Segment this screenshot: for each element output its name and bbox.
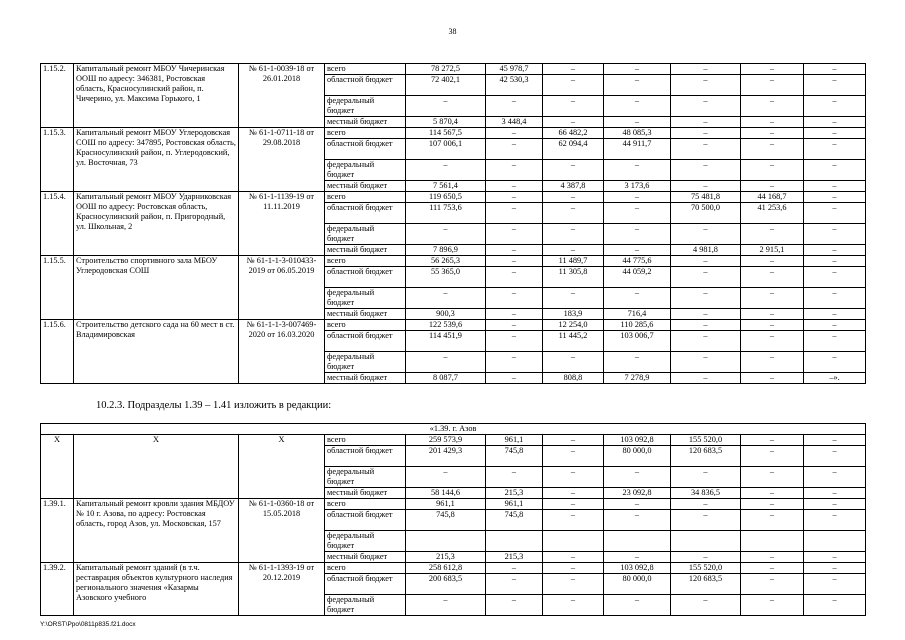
amount-cell: 120 683,5 [671,574,741,595]
amount-cell: – [804,552,866,563]
item-document: № 61-1-1139-19 от 11.11.2019 [239,192,325,256]
amount-cell: – [486,128,543,139]
item-number: 1.39.2. [41,563,74,616]
amount-cell: – [741,563,804,574]
amount-cell: – [604,552,671,563]
amount-cell: 155 520,0 [671,435,741,446]
amount-cell: – [486,373,543,384]
amount-cell: 42 530,3 [486,75,543,96]
amount-cell: – [671,256,741,267]
amount-cell: 34 836,5 [671,488,741,499]
amount-cell: – [486,224,543,245]
amount-cell: – [804,352,866,373]
amount-cell: – [804,563,866,574]
table-row [41,128,866,139]
funding-source: областной бюджет [325,510,406,531]
amount-cell: – [486,96,543,117]
amount-cell: 103 006,7 [604,331,671,352]
amount-cell: 745,8 [486,446,543,467]
amount-cell: – [741,139,804,160]
amount-cell: – [804,267,866,288]
table-row [41,320,866,331]
item-name: Капитальный ремонт МБОУ Углеродовская СОШ по адресу: 347895, Ростовская область, Красносулинский район, п. Углеродовский, ул. Восточная, 73 [74,128,239,192]
amount-cell: 122 539,6 [406,320,486,331]
amount-cell: – [741,128,804,139]
amount-cell: – [741,117,804,128]
amount-cell: – [604,224,671,245]
amount-cell: – [543,446,604,467]
funding-source: областной бюджет [325,75,406,96]
item-name: Х [74,435,239,499]
amount-cell: 44 911,7 [604,139,671,160]
amount-cell: – [741,64,804,75]
funding-source: федеральный бюджет [325,531,406,552]
amount-cell: 2 915,1 [741,245,804,256]
amount-cell: 215,3 [486,552,543,563]
amount-cell: – [741,224,804,245]
amount-cell: – [741,499,804,510]
amount-cell: – [406,288,486,309]
amount-cell: – [486,331,543,352]
item-number: Х [41,435,74,499]
amount-cell: – [741,96,804,117]
item-document: № 61-1-0360-18 от 15.05.2018 [239,499,325,563]
amount-cell: 114 451,9 [406,331,486,352]
amount-cell: 80 000,0 [604,574,671,595]
funding-source: всего [325,256,406,267]
file-path-footer: Y:\ORST\Ppo\0811p835.f21.docx [40,621,136,628]
amount-cell: – [671,181,741,192]
amount-cell: – [543,288,604,309]
funding-source: местный бюджет [325,488,406,499]
amount-cell: 3 173,6 [604,181,671,192]
amount-cell: 4 387,8 [543,181,604,192]
amount-cell: 155 520,0 [671,563,741,574]
amount-cell: – [543,574,604,595]
amount-cell: 119 650,5 [406,192,486,203]
amount-cell: – [671,320,741,331]
amount-cell: – [604,245,671,256]
amount-cell: – [543,64,604,75]
amount-cell: 8 087,7 [406,373,486,384]
funding-source: федеральный бюджет [325,96,406,117]
amount-cell: – [671,64,741,75]
amount-cell: – [804,75,866,96]
amount-cell: – [741,267,804,288]
amount-cell [741,531,804,552]
funding-source: всего [325,128,406,139]
amount-cell: – [671,352,741,373]
amount-cell: – [486,595,543,616]
amount-cell: – [741,435,804,446]
item-name: Строительство детского сада на 60 мест в ст. Владимировская [74,320,239,384]
amount-cell: – [486,574,543,595]
amount-cell: – [543,352,604,373]
amount-cell: 7 561,4 [406,181,486,192]
amount-cell: – [671,373,741,384]
funding-source: федеральный бюджет [325,160,406,181]
amount-cell: – [671,139,741,160]
amount-cell: – [741,574,804,595]
amount-cell: – [741,288,804,309]
amount-cell: – [804,117,866,128]
amount-cell: – [486,256,543,267]
amount-cell: – [604,510,671,531]
amount-cell: – [486,288,543,309]
amount-cell: 80 000,0 [604,446,671,467]
amount-cell: 215,3 [486,488,543,499]
budget-table-section-1-15 [40,63,866,384]
group-title: «1.39. г. Азов [41,424,866,435]
amount-cell: – [741,446,804,467]
funding-source: федеральный бюджет [325,224,406,245]
amount-cell: – [543,510,604,531]
amount-cell: – [604,96,671,117]
funding-source: всего [325,563,406,574]
amount-cell: – [741,595,804,616]
amount-cell: 103 092,8 [604,435,671,446]
amount-cell: 72 402,1 [406,75,486,96]
funding-source: местный бюджет [325,552,406,563]
funding-source: всего [325,320,406,331]
amount-cell: 58 144,6 [406,488,486,499]
funding-source: всего [325,435,406,446]
amount-cell: – [486,267,543,288]
item-name: Строительство спортивного зала МБОУ Углеродовская СОШ [74,256,239,320]
amount-cell: – [406,467,486,488]
amount-cell: – [671,499,741,510]
funding-source: областной бюджет [325,446,406,467]
item-number: 1.15.3. [41,128,74,192]
amount-cell: – [804,96,866,117]
amount-cell: – [543,203,604,224]
amount-cell: – [604,64,671,75]
amount-cell: – [741,331,804,352]
amount-cell: – [804,128,866,139]
amount-cell: – [671,224,741,245]
amount-cell: – [671,552,741,563]
funding-source: местный бюджет [325,373,406,384]
amount-cell: 215,3 [406,552,486,563]
funding-source: федеральный бюджет [325,467,406,488]
amount-cell: – [486,181,543,192]
funding-source: областной бюджет [325,203,406,224]
amount-cell: – [486,160,543,181]
amount-cell: – [741,488,804,499]
amount-cell: – [741,256,804,267]
amount-cell: – [543,96,604,117]
amount-cell: 183,9 [543,309,604,320]
amount-cell [486,531,543,552]
item-document: № 61-1-0711-18 от 29.08.2018 [239,128,325,192]
amount-cell: – [804,181,866,192]
amount-cell: – [671,96,741,117]
amount-cell: – [604,288,671,309]
table-row [41,499,866,510]
table-row [41,192,866,203]
amount-cell: 5 870,4 [406,117,486,128]
amount-cell: 23 092,8 [604,488,671,499]
amount-cell: 716,4 [604,309,671,320]
amount-cell: – [804,488,866,499]
amount-cell: 62 094,4 [543,139,604,160]
amount-cell: – [671,309,741,320]
amount-cell: – [804,256,866,267]
amount-cell: – [543,467,604,488]
amount-cell: 66 482,2 [543,128,604,139]
amount-cell: – [486,563,543,574]
amount-cell: 259 573,9 [406,435,486,446]
amount-cell: 900,3 [406,309,486,320]
amount-cell: – [804,467,866,488]
amount-cell: – [741,320,804,331]
amount-cell: – [741,552,804,563]
amount-cell: – [671,331,741,352]
amount-cell: – [604,499,671,510]
amount-cell: 45 978,7 [486,64,543,75]
amount-cell [406,531,486,552]
amount-cell: 48 085,3 [604,128,671,139]
amount-cell: 11 445,2 [543,331,604,352]
amount-cell: – [486,309,543,320]
amount-cell: – [406,352,486,373]
funding-source: областной бюджет [325,139,406,160]
amount-cell: 78 272,5 [406,64,486,75]
amount-cell: – [804,309,866,320]
amount-cell: – [804,574,866,595]
item-document: № 61-1-1393-19 от 20.12.2019 [239,563,325,616]
funding-source: местный бюджет [325,181,406,192]
amount-cell: – [804,320,866,331]
item-number: 1.15.4. [41,192,74,256]
funding-source: местный бюджет [325,309,406,320]
amount-cell: – [604,160,671,181]
funding-source: всего [325,499,406,510]
amount-cell: – [543,563,604,574]
amount-cell: 11 305,8 [543,267,604,288]
amount-cell: – [543,160,604,181]
amount-cell: 961,1 [486,435,543,446]
amount-cell [543,531,604,552]
item-number: 1.15.5. [41,256,74,320]
amount-cell: – [804,288,866,309]
budget-table-section-1-39 [40,423,866,616]
funding-source: федеральный бюджет [325,288,406,309]
amount-cell: 808,8 [543,373,604,384]
amount-cell: – [741,373,804,384]
amount-cell: – [741,160,804,181]
amount-cell: – [486,139,543,160]
amount-cell: – [486,245,543,256]
amount-cell: 111 753,6 [406,203,486,224]
amount-cell: 44 059,2 [604,267,671,288]
amount-cell: 120 683,5 [671,446,741,467]
amount-cell: – [804,224,866,245]
amount-cell: 110 285,6 [604,320,671,331]
amount-cell: – [406,224,486,245]
amount-cell: 745,8 [486,510,543,531]
amount-cell: – [741,467,804,488]
funding-source: федеральный бюджет [325,595,406,616]
amount-cell: – [741,510,804,531]
amount-cell: – [543,117,604,128]
amount-cell: – [804,499,866,510]
amount-cell: 7 278,9 [604,373,671,384]
amount-cell: 961,1 [406,499,486,510]
amount-cell: – [671,160,741,181]
item-number: 1.39.1. [41,499,74,563]
amount-cell: – [741,309,804,320]
amount-cell: 55 365,0 [406,267,486,288]
amount-cell: – [741,75,804,96]
amount-cell: 258 612,8 [406,563,486,574]
amount-cell: 7 896,9 [406,245,486,256]
amount-cell: 201 429,3 [406,446,486,467]
item-name: Капитальный ремонт МБОУ Чичеринская ООШ по адресу: 346381, Ростовская область, Красносулинский район, п. Чичерино, ул. Максима Горького, 1 [74,64,239,128]
amount-cell: – [804,64,866,75]
amount-cell: 200 683,5 [406,574,486,595]
amount-cell: – [486,192,543,203]
amount-cell: – [671,595,741,616]
amount-cell: – [804,435,866,446]
item-document: Х [239,435,325,499]
amount-cell: – [543,75,604,96]
amount-cell: – [741,352,804,373]
amount-cell: – [406,160,486,181]
amount-cell: – [543,435,604,446]
amount-cell: – [543,595,604,616]
amount-cell: – [671,128,741,139]
amount-cell: – [804,192,866,203]
amount-cell: – [543,224,604,245]
amount-cell: 4 981,8 [671,245,741,256]
funding-source: областной бюджет [325,267,406,288]
amount-cell: 11 489,7 [543,256,604,267]
amount-cell: – [671,510,741,531]
funding-source: местный бюджет [325,117,406,128]
amount-cell: – [486,320,543,331]
amount-cell: – [604,117,671,128]
table-row [41,256,866,267]
amount-cell: – [671,467,741,488]
amount-cell: – [604,352,671,373]
amount-cell: 107 006,1 [406,139,486,160]
funding-source: всего [325,192,406,203]
amount-cell: – [671,288,741,309]
amount-cell [604,531,671,552]
table-row [41,435,866,446]
amount-cell: – [804,510,866,531]
amount-cell: 745,8 [406,510,486,531]
amount-cell: – [486,467,543,488]
item-name: Капитальный ремонт кровли здания МБДОУ № 10 г. Азова, по адресу: Ростовская область, город Азов, ул. Московская, 157 [74,499,239,563]
amount-cell: 103 092,8 [604,563,671,574]
amount-cell [671,531,741,552]
amount-cell: – [543,499,604,510]
amount-cell: 44 168,7 [741,192,804,203]
amount-cell: – [543,245,604,256]
amount-cell: – [804,446,866,467]
amount-cell: – [486,352,543,373]
item-number: 1.15.6. [41,320,74,384]
amount-cell: – [406,96,486,117]
amount-cell: – [543,552,604,563]
amount-cell: 3 448,4 [486,117,543,128]
funding-source: областной бюджет [325,574,406,595]
funding-source: всего [325,64,406,75]
amount-cell: – [804,160,866,181]
amount-cell: – [804,139,866,160]
amount-cell: – [741,181,804,192]
amount-cell: 41 253,6 [741,203,804,224]
amount-cell: 75 481,8 [671,192,741,203]
amount-cell: – [804,245,866,256]
table-row [41,563,866,574]
item-name: Капитальный ремонт МБОУ Ударниковская ООШ по адресу: Ростовская область, Красносулинский район, п. Пригородный, ул. Школьная, 2 [74,192,239,256]
amount-cell: – [671,267,741,288]
amount-cell: –». [804,373,866,384]
amount-cell: 12 254,0 [543,320,604,331]
item-document: № 61-1-1-3-010433-2019 от 06.05.2019 [239,256,325,320]
amount-cell: – [406,595,486,616]
amount-cell: – [804,203,866,224]
table-row [41,64,866,75]
item-name: Капитальный ремонт зданий (в т.ч. реставрация объектов культурного наследия регионального значения «Казармы Азовского учебного [74,563,239,616]
amount-cell: – [804,595,866,616]
amount-cell: – [671,117,741,128]
amount-cell: – [543,192,604,203]
item-document: № 61-1-1-3-007469-2020 от 16.03.2020 [239,320,325,384]
amount-cell: 114 567,5 [406,128,486,139]
amount-cell: – [604,203,671,224]
amount-cell: – [671,75,741,96]
amount-cell: – [543,488,604,499]
amount-cell: 961,1 [486,499,543,510]
amount-cell [804,531,866,552]
amount-cell: – [604,75,671,96]
funding-source: федеральный бюджет [325,352,406,373]
amount-cell: 56 265,3 [406,256,486,267]
amount-cell: – [604,467,671,488]
amount-cell: – [804,331,866,352]
page-number: 38 [448,27,457,36]
section-heading: 10.2.3. Подразделы 1.39 – 1.41 изложить в редакции: [96,400,332,411]
amount-cell: 70 500,0 [671,203,741,224]
amount-cell: 44 775,6 [604,256,671,267]
amount-cell: – [604,595,671,616]
funding-source: местный бюджет [325,245,406,256]
amount-cell: – [486,203,543,224]
item-document: № 61-1-0039-18 от 26.01.2018 [239,64,325,128]
funding-source: областной бюджет [325,331,406,352]
amount-cell: – [604,192,671,203]
item-number: 1.15.2. [41,64,74,128]
